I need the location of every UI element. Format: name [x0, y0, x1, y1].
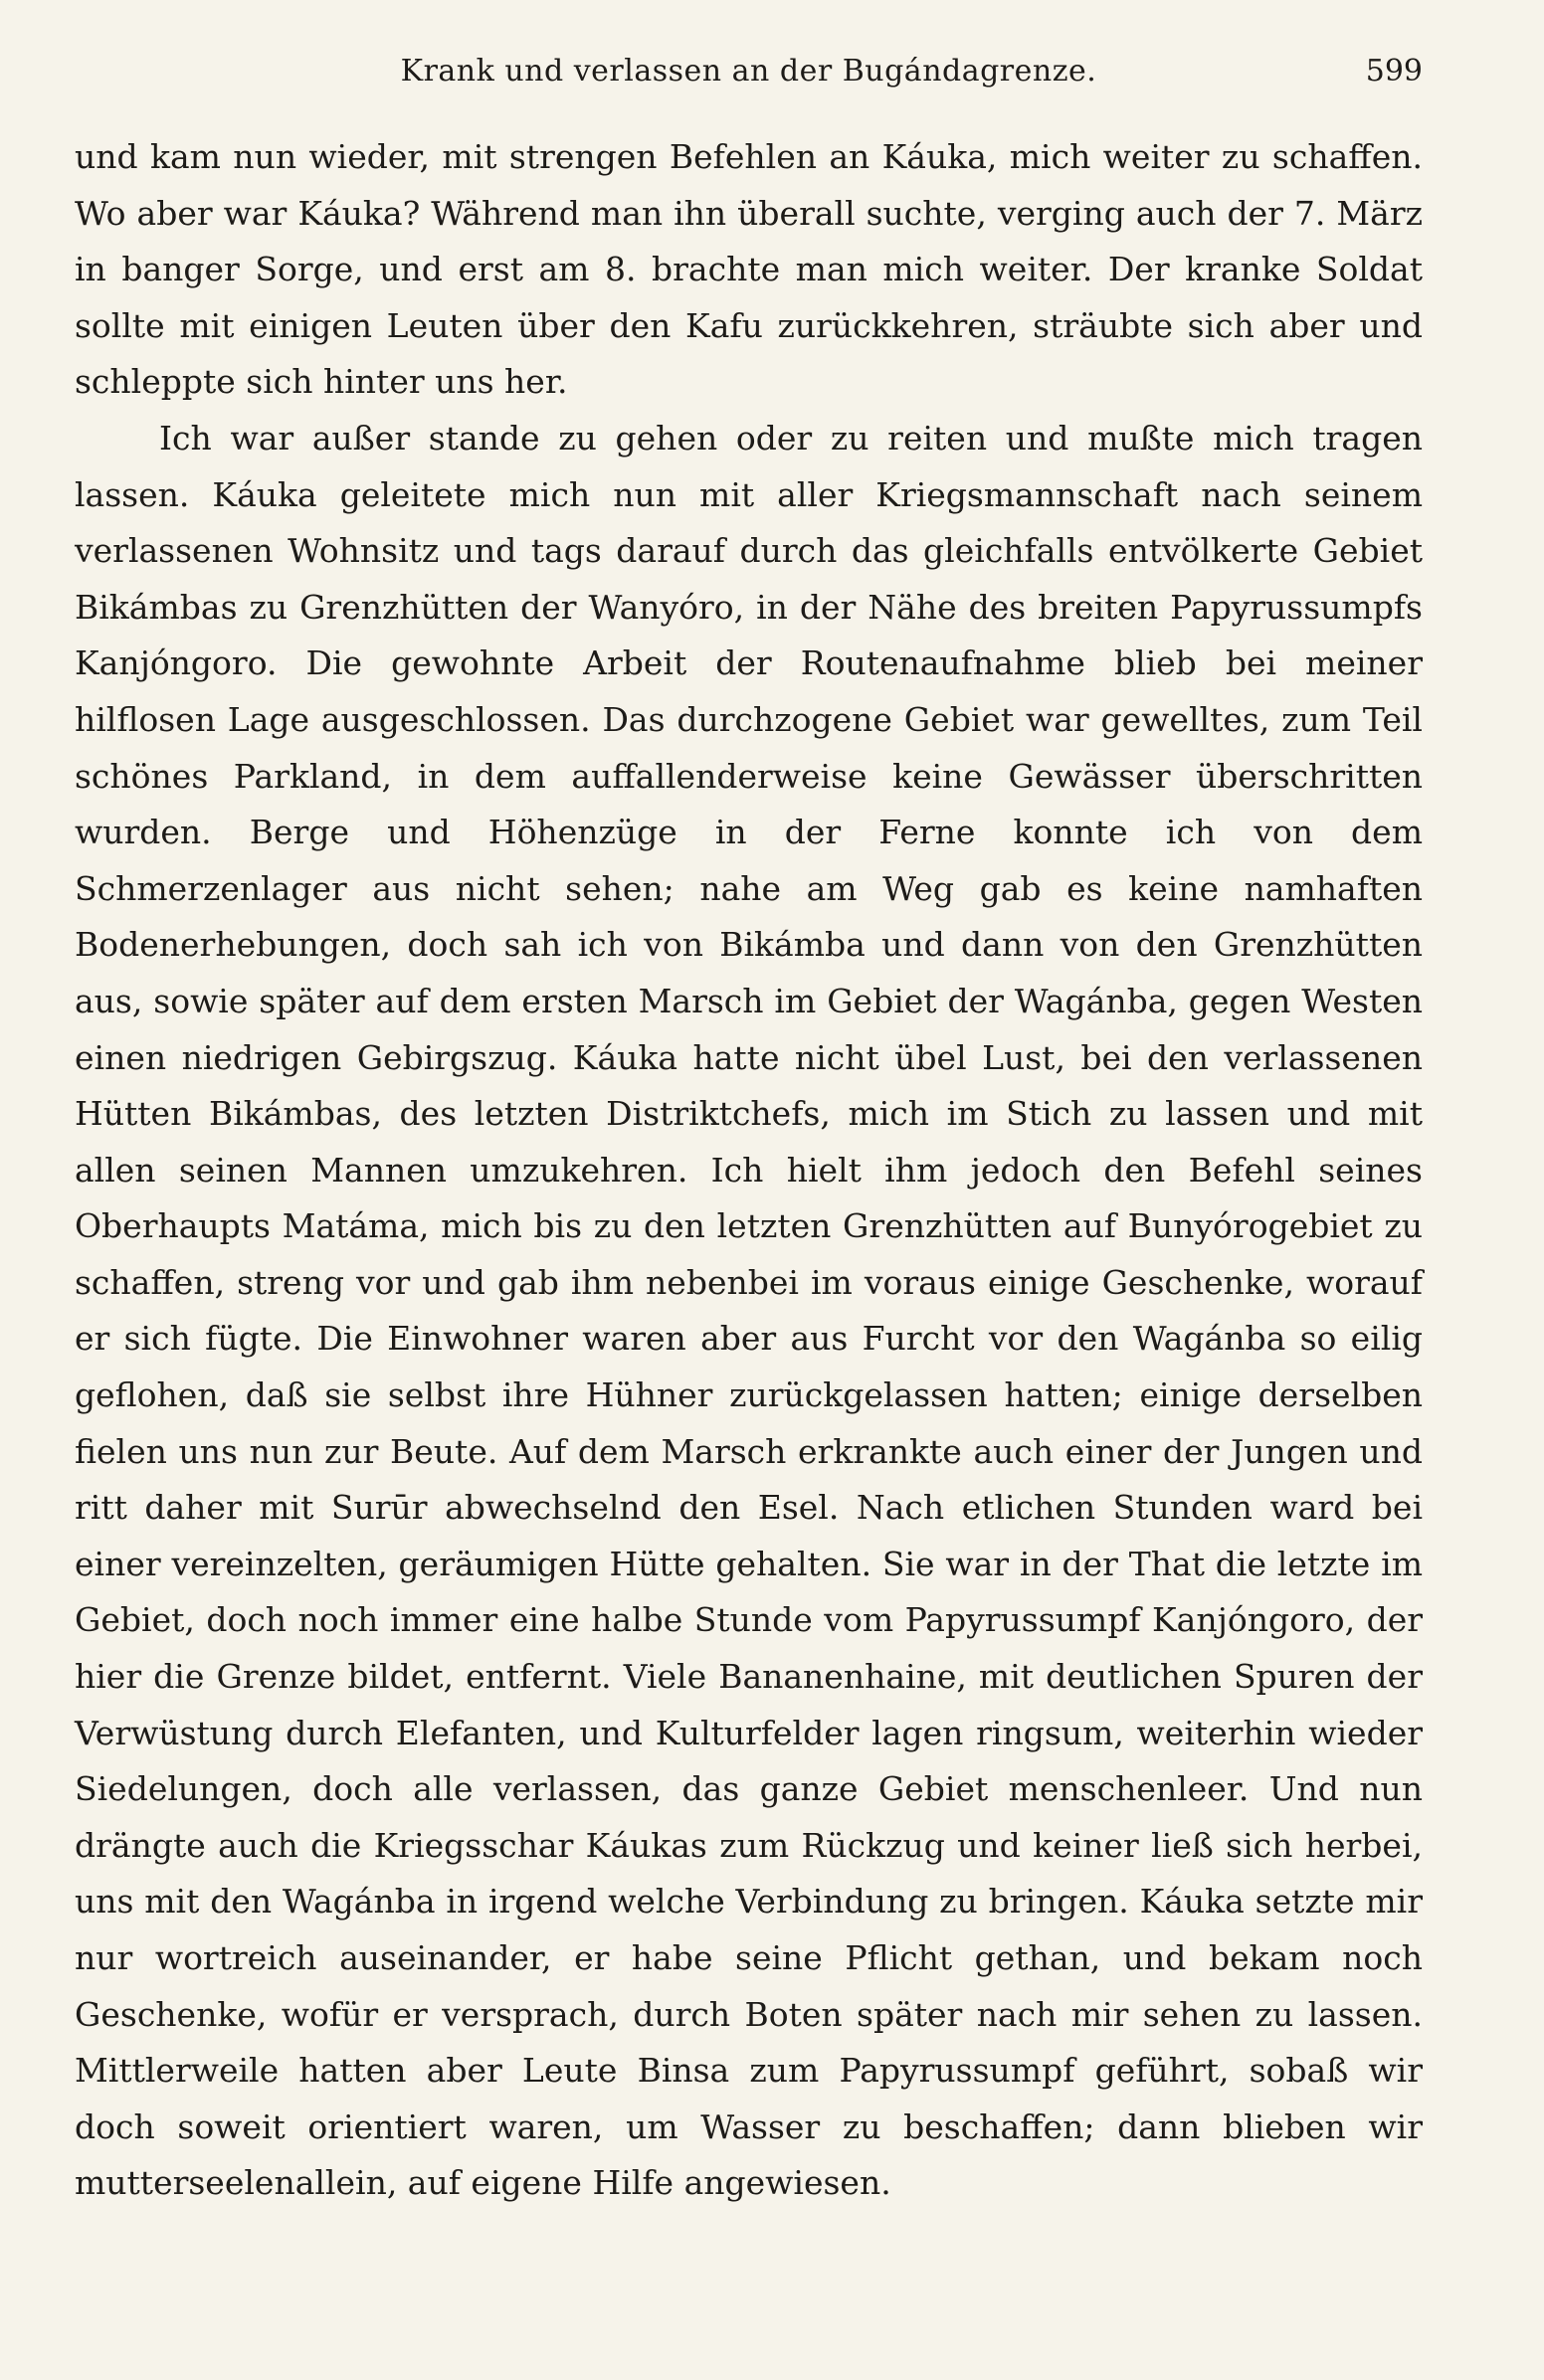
- paragraph-2: Ich war außer stande zu gehen oder zu reiten und mußte mich tragen lassen. Káuka geleitete mich nun mit aller Kriegsmannschaft nach seinem verlassenen Wohnsitz und tags darauf durch das gleichfalls entvölkerte Gebiet Bikámbas zu Grenzhütten der Wanyóro, in der Nähe des breiten Papyrussumpfs Kanjóngoro. Die gewohnte Arbeit der Routenaufnahme blieb bei meiner hilflosen Lage ausgeschlossen. Das durchzogene Gebiet war gewelltes, zum Teil schönes Parkland, in dem auffallenderweise keine Gewässer überschritten wurden. Berge und Höhenzüge in der Ferne konnte ich von dem Schmerzenlager aus nicht sehen; nahe am Weg gab es keine namhaften Bodenerhebungen, doch sah ich von Bikámba und dann von den Grenzhütten aus, sowie später auf dem ersten Marsch im Gebiet der Wagánba, gegen Westen einen niedrigen Gebirgszug. Káuka hatte nicht übel Lust, bei den verlassenen Hütten Bikámbas, des letzten Distriktchefs, mich im Stich zu lassen und mit allen seinen Mannen umzukehren. Ich hielt ihm jedoch den Befehl seines Oberhaupts Matáma, mich bis zu den letzten Grenzhütten auf Bunyórogebiet zu schaffen, streng vor und gab ihm nebenbei im voraus einige Geschenke, worauf er sich fügte. Die Einwohner waren aber aus Furcht vor den Wagánba so eilig geflohen, daß sie selbst ihre Hühner zurückgelassen hatten; einige derselben fielen uns nun zur Beute. Auf dem Marsch erkrankte auch einer der Jungen und ritt daher mit Surūr abwechselnd den Esel. Nach etlichen Stunden ward bei einer vereinzelten, geräumigen Hütte gehalten. Sie war in der That die letzte im Gebiet, doch noch immer eine halbe Stunde vom Papyrussumpf Kanjóngoro, der hier die Grenze bildet, entfernt. Viele Bananenhaine, mit deutlichen Spuren der Verwüstung durch Elefanten, und Kulturfelder lagen ringsum, weiterhin wieder Siedelungen, doch alle verlassen, das ganze Gebiet menschenleer. Und nun drängte auch die Kriegsschar Káukas zum Rückzug und keiner ließ sich herbei, uns mit den Wagánba in irgend welche Verbindung zu bringen. Káuka setzte mir nur wortreich auseinander, er habe seine Pflicht gethan, und bekam noch Geschenke, wofür er versprach, durch Boten später nach mir sehen zu lassen. Mittlerweile hatten aber Leute Binsa zum Papyrussumpf geführt, sobaß wir doch soweit orientiert waren, um Wasser zu beschaffen; dann blieben wir mutterseelenallein, auf eigene Hilfe angewiesen.: [75, 418, 1423, 2203]
- running-header: [75, 50, 1423, 93]
- running-header-title: Krank und verlassen an der Bugándagrenze.: [400, 54, 1097, 89]
- body-text: [75, 129, 1423, 2212]
- paragraph-1: und kam nun wieder, mit strengen Befehlen an Káuka, mich weiter zu schaffen. Wo aber war Káuka? Während man ihn überall suchte, verging auch der 7. März in banger Sorge, und erst am 8. brachte man mich weiter. Der kranke Soldat sollte mit einigen Leuten über den Kafu zurückkehren, sträubte sich aber und schleppte sich hinter uns her.: [75, 137, 1423, 402]
- page-number: 599: [1365, 54, 1423, 89]
